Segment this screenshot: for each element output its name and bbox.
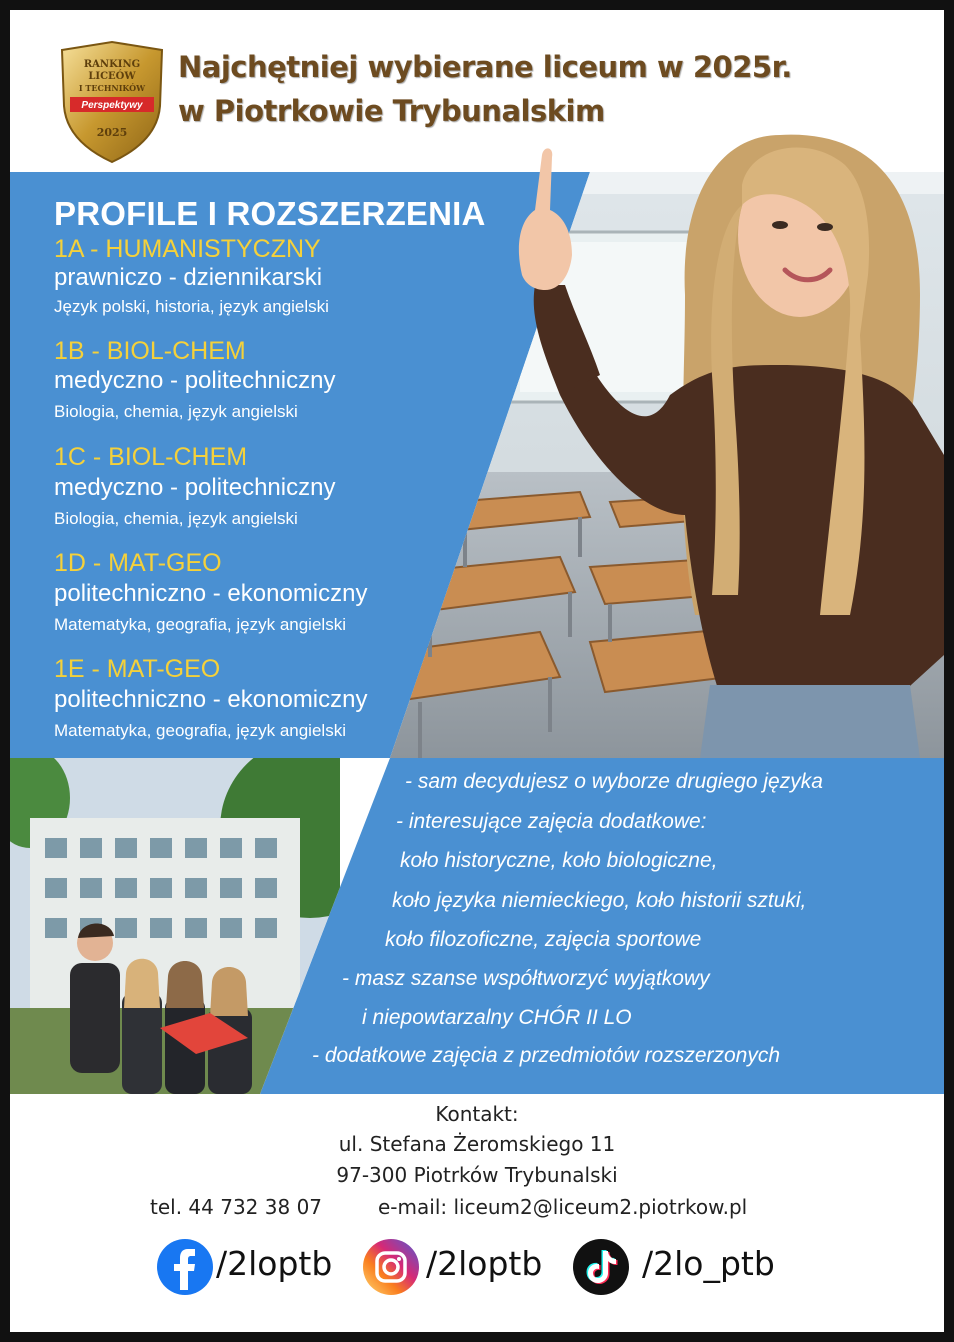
profile-1a-code: 1A - HUMANISTYCZNY [54,235,321,263]
profile-1d-subjects: Matematyka, geografia, język angielski [54,615,346,634]
profile-1b-name: medyczno - politechniczny [54,367,336,394]
title-line1: Najchętniej wybierane liceum w 2025r. [178,50,792,84]
contact-city: 97-300 Piotrków Trybunalski [336,1163,618,1187]
instagram-icon [362,1238,420,1296]
contact-street: ul. Stefana Żeromskiego 11 [338,1132,616,1156]
badge-year: 2025 [96,126,128,139]
social-tiktok[interactable] [572,1238,630,1300]
instagram-handle[interactable]: /2loptb [426,1244,543,1283]
profile-1e-name: politechniczno - ekonomiczny [54,686,368,713]
badge-line2: LICEÓW [88,71,136,82]
social-instagram[interactable] [362,1238,420,1300]
tiktok-handle[interactable]: /2lo_ptb [642,1244,775,1283]
profile-1a-subjects: Język polski, historia, język angielski [54,297,329,316]
poster [10,10,944,1332]
facebook-handle[interactable]: /2loptb [216,1244,333,1283]
ranking-badge [54,40,170,164]
profile-1e-subjects: Matematyka, geografia, język angielski [54,721,346,740]
student-girl-photo [480,95,944,758]
benefit-line6: - masz szanse współtworzyć wyjątkowy [342,967,710,990]
benefit-line8: - dodatkowe zajęcia z przedmiotów rozszerzonych [312,1044,781,1067]
profile-1b-code: 1B - BIOL-CHEM [54,337,246,365]
profiles-heading: PROFILE I ROZSZERZENIA [54,195,486,232]
profile-1c-code: 1C - BIOL-CHEM [54,443,248,471]
profile-1d-name: politechniczno - ekonomiczny [54,580,368,607]
title-line2: w Piotrkowie Trybunalskim [178,94,605,128]
school-building-photo [10,758,340,1094]
badge-brand: Perspektywy [81,100,143,111]
facebook-icon [156,1238,214,1296]
benefit-line4: koło języka niemieckiego, koło historii sztuki, [392,889,807,912]
benefit-line2: - interesujące zajęcia dodatkowe: [396,810,707,833]
benefit-line5: koło filozoficzne, zajęcia sportowe [385,928,702,951]
social-facebook[interactable] [156,1238,214,1300]
profile-1c-name: medyczno - politechniczny [54,474,336,501]
profile-1a-name: prawniczo - dziennikarski [54,264,323,291]
profile-1e-code: 1E - MAT-GEO [54,655,221,683]
benefit-line3: koło historyczne, koło biologiczne, [400,849,718,872]
benefit-line1: - sam decydujesz o wyborze drugiego języka [405,770,823,793]
contact-label: Kontakt: [435,1102,519,1126]
tiktok-icon [572,1238,630,1296]
benefit-line7: i niepowtarzalny CHÓR II LO [362,1006,632,1029]
profile-1d-code: 1D - MAT-GEO [54,549,222,577]
contact-phone: tel. 44 732 38 07 [150,1195,323,1219]
profile-1c-subjects: Biologia, chemia, język angielski [54,509,298,528]
contact-email[interactable]: e-mail: liceum2@liceum2.piotrkow.pl [378,1195,748,1219]
badge-line1: RANKING [83,59,141,70]
badge-line3: I TECHNIKÓW [78,83,146,93]
profile-1b-subjects: Biologia, chemia, język angielski [54,402,298,421]
